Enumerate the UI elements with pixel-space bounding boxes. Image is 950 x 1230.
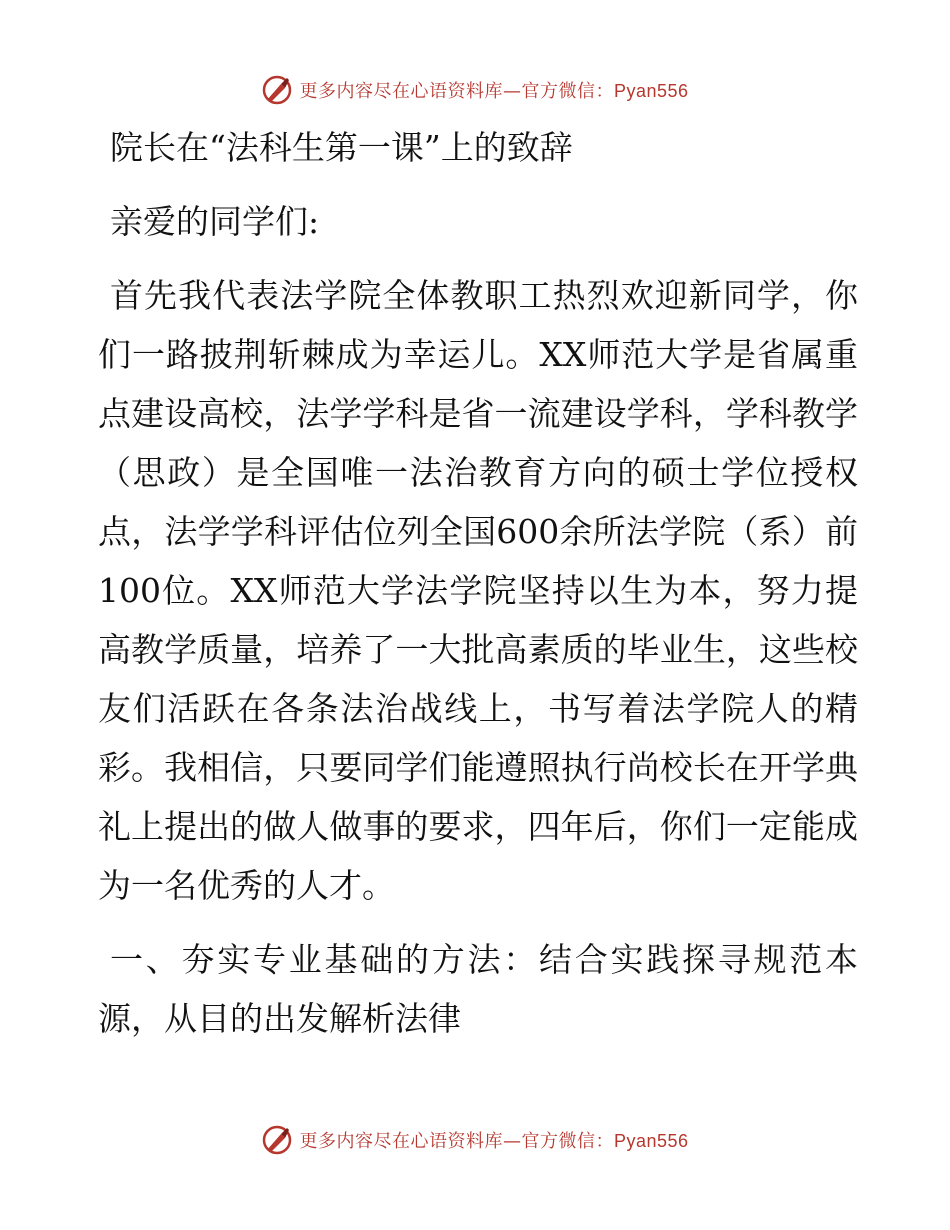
footer-watermark-banner (0, 1120, 950, 1160)
pen-circle-icon (261, 1124, 293, 1156)
watermark-wechat-id: Pyan556 (613, 1131, 689, 1151)
watermark-text (299, 1127, 688, 1153)
watermark-label: 更多内容尽在心语资料库—官方微信： (299, 1131, 614, 1152)
document-paragraph: 首先我代表法学院全体教职工热烈欢迎新同学，你们一路披荆斩棘成为幸运儿。XX师范大学是省属重点建设高校，法学学科是省一流建设学科，学科教学（思政）是全国唯一法治教育方向的硕士学位授权点，法学学科评估位列全国600余所法学院（系）前100位。XX师范大学法学院坚持以生为本，努力提高教学质量，培养了一大批高素质的毕业生，这些校友们活跃在各条法治战线上，书写着法学院人的精彩。我相信，只要同学们能遵照执行尚校长在开学典礼上提出的做人做事的要求，四年后，你们一定能成为一名优秀的人才。 (98, 276, 858, 905)
watermark-wechat-id: Pyan556 (613, 81, 689, 101)
document-salutation: 亲爱的同学们: (110, 202, 320, 241)
document-body (98, 118, 858, 1048)
pen-circle-icon (261, 74, 293, 106)
header-watermark-banner (0, 70, 950, 110)
watermark-label: 更多内容尽在心语资料库—官方微信： (299, 81, 614, 102)
watermark-text (299, 77, 688, 103)
document-title: 院长在“法科生第一课”上的致辞 (110, 128, 573, 167)
section-heading: 一、夯实专业基础的方法：结合实践探寻规范本源，从目的出发解析法律 (98, 940, 858, 1038)
